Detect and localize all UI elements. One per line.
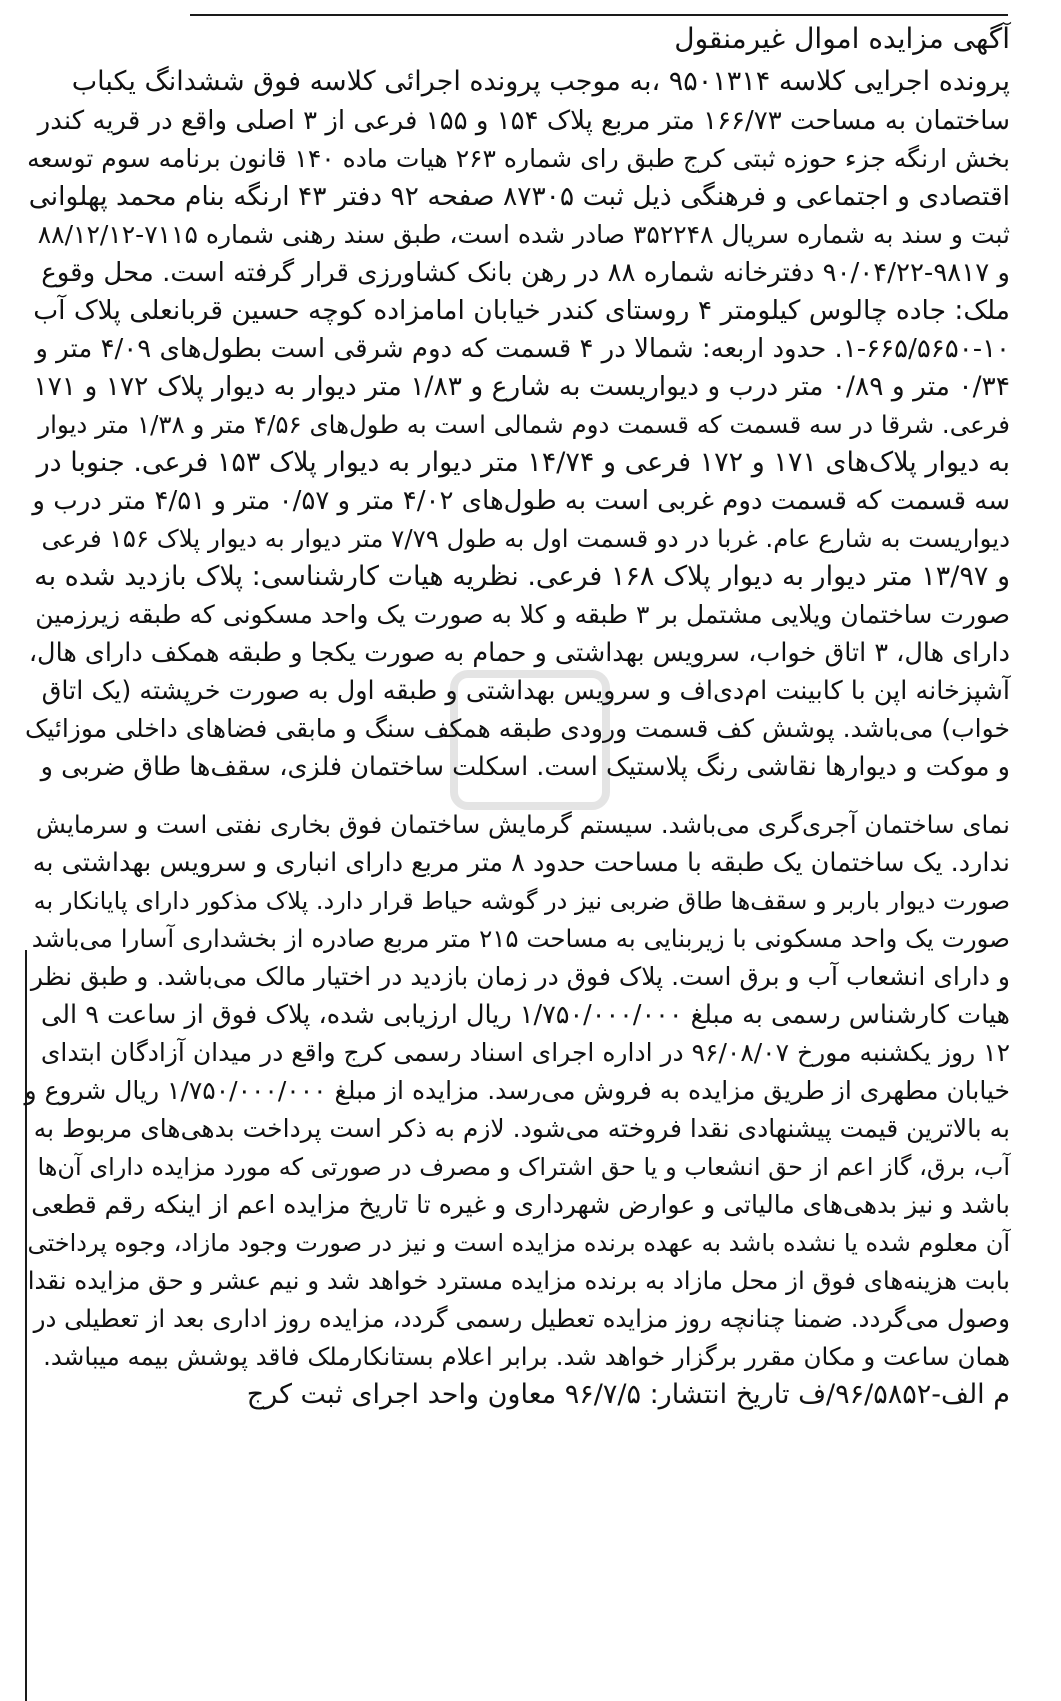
notice-line: دارای هال، ۳ اتاق خواب، سرویس بهداشتی و حمام به صورت یکجا و طبقه همکف دارای هال، <box>28 638 1010 668</box>
notice-line: صورت یک واحد مسکونی با زیربنایی به مساحت ۲۱۵ متر مربع صادره از بخشداری آسارا می‌باشد <box>31 924 1010 953</box>
notice-line: و موکت و دیوارها نقاشی رنگ پلاستیک است. اسکلت ساختمان فلزی، سقف‌ها طاق ضربی و <box>40 752 1010 782</box>
notice-line: صورت دیوار باربر و سقف‌ها طاق ضربی نیز در گوشه حیاط قرار دارد. پلاک مذکور دارای پایانکار به <box>33 887 1010 915</box>
notice-line: نمای ساختمان آجری‌گری می‌باشد. سیستم گرمایش ساختمان فوق بخاری نفتی است و سرمایش <box>35 810 1010 839</box>
notice-line: و ۹۸۱۷-۹۰/۰۴/۲۲ دفترخانه شماره ۸۸ در رهن بانک کشاورزی قرار گرفته است. محل وقوع <box>41 258 1010 288</box>
notice-line: بابت هزینه‌های فوق از محل مازاد به برنده مزایده مسترد خواهد شد و نیم عشر و حق مزایده نقدا <box>27 1266 1010 1295</box>
notice-footer: م الف-۹۶/۵۸۵۲/ف تاریخ انتشار: ۹۶/۷/۵ معاون واحد اجرای ثبت کرج <box>246 1379 1010 1410</box>
notice-line: خیابان مطهری از طریق مزایده به فروش می‌رسد. مزایده از مبلغ ۱/۷۵۰/۰۰۰/۰۰۰ ریال شروع و <box>24 1076 1010 1105</box>
notice-line: به دیوار پلاک‌های ۱۷۱ و ۱۷۲ فرعی و ۱۴/۷۴ متر دیوار به دیوار پلاک ۱۵۳ فرعی. جنوبا در <box>36 447 1010 478</box>
notice-line: ۱-۶۶۵/۵۶۵۰-۱۰. حدود اربعه: شمالا در ۴ قسمت که دوم شرقی است بطول‌های ۴/۰۹ متر و <box>35 334 1010 364</box>
notice-line: ساختمان به مساحت ۱۶۶/۷۳ متر مربع پلاک ۱۵۴ و ۱۵۵ فرعی از ۳ اصلی واقع در قریه کندر <box>37 106 1010 136</box>
notice-line: خواب) می‌باشد. پوشش کف قسمت ورودی طبقه همکف سنگ و مابقی فضاهای داخلی موزائیک <box>24 714 1010 743</box>
notice-line: صورت ساختمان ویلایی مشتمل بر ۳ طبقه و کلا به صورت یک واحد مسکونی که طبقه زیرزمین <box>35 600 1010 629</box>
notice-line: هیات کارشناس رسمی به مبلغ ۱/۷۵۰/۰۰۰/۰۰۰ ریال ارزیابی شده، پلاک فوق از ساعت ۹ الی <box>40 1000 1010 1030</box>
notice-line: و دارای انشعاب آب و برق است. پلاک فوق در زمان بازدید در اختیار مالک می‌باشد. و طبق نظر <box>30 962 1010 991</box>
notice-line: ندارد. یک ساختمان یک طبقه با مساحت حدود ۸ متر مربع دارای انباری و سرویس بهداشتی به <box>32 848 1010 878</box>
notice-line: سه قسمت که قسمت دوم غربی است به طول‌های ۴/۰۲ متر و ۰/۵۷ متر و ۴/۵۱ متر درب و <box>32 486 1010 516</box>
notice-line: آن معلوم شده یا نشده باشد به عهده برنده مزایده است و نیز در صورت وجود مازاد، وجوه پرداختی <box>27 1229 1010 1257</box>
notice-line: بخش ارنگه جزء حوزه ثبتی کرج طبق رای شماره ۲۶۳ هیات ماده ۱۴۰ قانون برنامه سوم توسعه <box>27 144 1010 173</box>
notice-line: آشپزخانه اپن با کابینت ام‌دی‌اف و سرویس بهداشتی و طبقه اول به صورت خرپشته (یک اتاق <box>41 676 1010 706</box>
notice-line: آب، برق، گاز اعم از حق انشعاب و یا حق اشتراک و مصرف در صورتی که مورد مزایده دارای آن‌ها <box>37 1153 1010 1181</box>
notice-line: باشد و نیز بدهی‌های مالیاتی و عوارض شهرداری و غیره تا تاریخ مزایده اعم از اینکه رقم قطعی <box>31 1190 1010 1219</box>
notice-line: ملک: جاده چالوس کیلومتر ۴ روستای کندر خیابان امامزاده کوچه حسین قربانعلی پلاک آب <box>33 295 1010 326</box>
top-divider <box>190 14 1008 16</box>
column-divider <box>25 950 27 1701</box>
notice-line: و ۱۳/۹۷ متر دیوار به دیوار پلاک ۱۶۸ فرعی. نظریه هیات کارشناسی: پلاک بازدید شده به <box>34 561 1010 592</box>
notice-line: اقتصادی و اجتماعی و فرهنگی ذیل ثبت ۸۷۳۰۵ صفحه ۹۲ دفتر ۴۳ ارنگه بنام محمد پهلوانی <box>28 181 1010 212</box>
notice-line: ثبت و سند به شماره سریال ۳۵۲۲۴۸ صادر شده است، طبق سند رهنی شماره ۷۱۱۵-۸۸/۱۲/۱۲ <box>37 220 1010 249</box>
notice-line: همان ساعت و مکان مقرر برگزار خواهد شد. برابر اعلام بستانکارملک فاقد پوشش بیمه میباشد. <box>43 1342 1010 1371</box>
notice-line: ۰/۳۴ متر و ۰/۸۹ متر درب و دیواریست به شارع و ۱/۸۳ متر دیوار به دیوار پلاک ۱۷۲ و ۱۷۱ <box>33 371 1010 402</box>
notice-line: به بالاترین قیمت پیشنهادی نقدا فروخته می‌شود. لازم به ذکر است پرداخت بدهی‌های مربوط به <box>33 1114 1010 1143</box>
notice-line: ۱۲ روز یکشنبه مورخ ۹۶/۰۸/۰۷ در اداره اجرای اسناد رسمی کرج واقع در میدان آزادگان ابتدای <box>40 1038 1010 1067</box>
notice-title: آگهی مزایده اموال غیرمنقول <box>674 22 1010 55</box>
notice-line: وصول می‌گردد. ضمنا چنانچه روز مزایده تعطیل رسمی گردد، مزایده روز اداری بعد از تعطیلی در <box>33 1304 1010 1333</box>
notice-line: پرونده اجرایی کلاسه ۹۵۰۱۳۱۴ ،به موجب پرونده اجرائی کلاسه فوق ششدانگ یکباب <box>71 66 1010 97</box>
notice-line: فرعی. شرقا در سه قسمت که قسمت دوم شمالی است به طول‌های ۴/۵۶ متر و ۱/۳۸ متر دیوار <box>38 410 1010 439</box>
notice-line: دیواریست به شارع عام. غربا در دو قسمت اول به طول ۷/۷۹ متر دیوار به دیوار پلاک ۱۵۶ فرعی <box>41 524 1010 553</box>
